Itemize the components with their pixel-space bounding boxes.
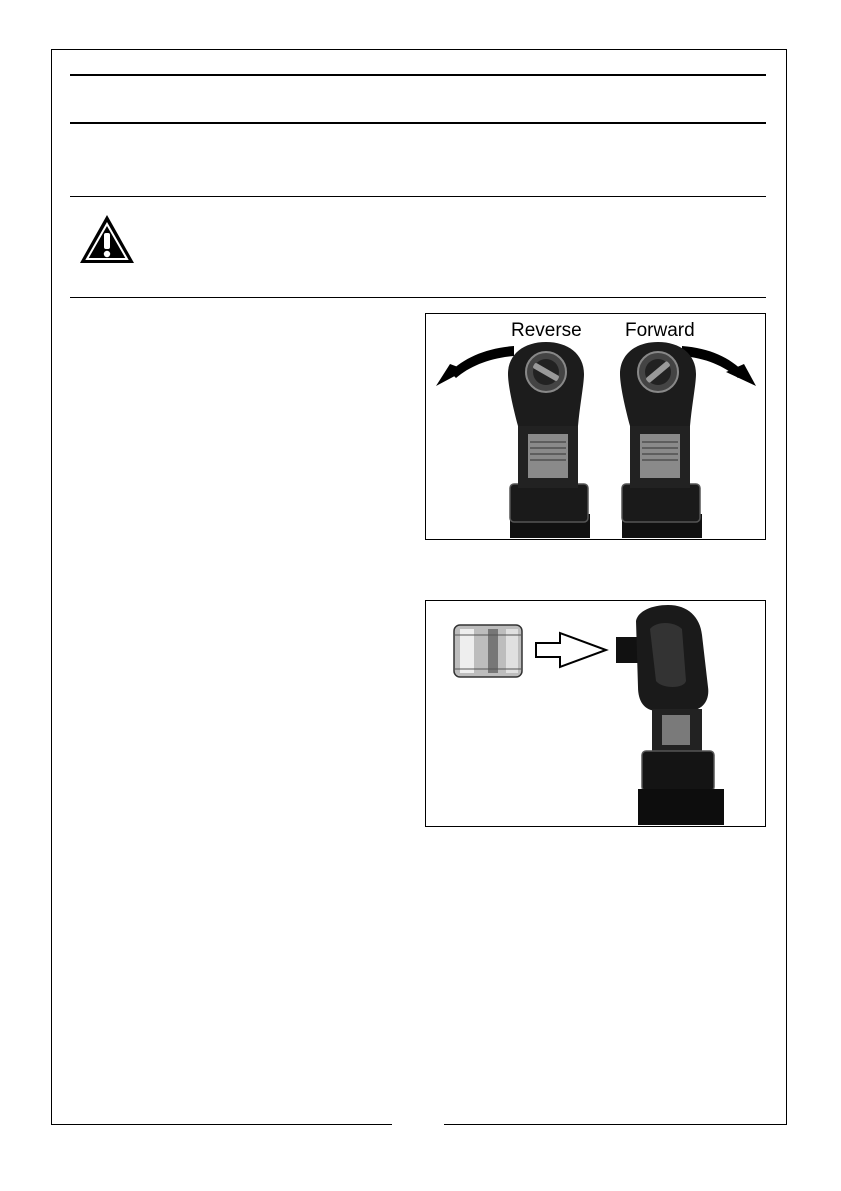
insert-arrow-icon xyxy=(536,633,606,667)
page-frame xyxy=(51,49,787,1125)
reverse-arrow-icon xyxy=(436,346,514,386)
label-forward: Forward xyxy=(625,320,695,341)
warning-rule-top xyxy=(70,196,766,197)
socket-fitting-photo xyxy=(425,600,766,827)
socket-image xyxy=(454,625,522,677)
ratchet-direction-photo xyxy=(425,313,766,540)
header-rule-bottom xyxy=(70,122,766,124)
warning-icon xyxy=(78,213,136,265)
ratchet-tool-side xyxy=(616,605,724,825)
warning-rule-bottom xyxy=(70,297,766,298)
label-reverse: Reverse xyxy=(511,320,582,341)
page-number-gap xyxy=(392,1119,444,1131)
ratchet-tool-reverse xyxy=(508,342,590,538)
ratchet-tool-forward xyxy=(620,342,702,538)
header-rule-top xyxy=(70,74,766,76)
